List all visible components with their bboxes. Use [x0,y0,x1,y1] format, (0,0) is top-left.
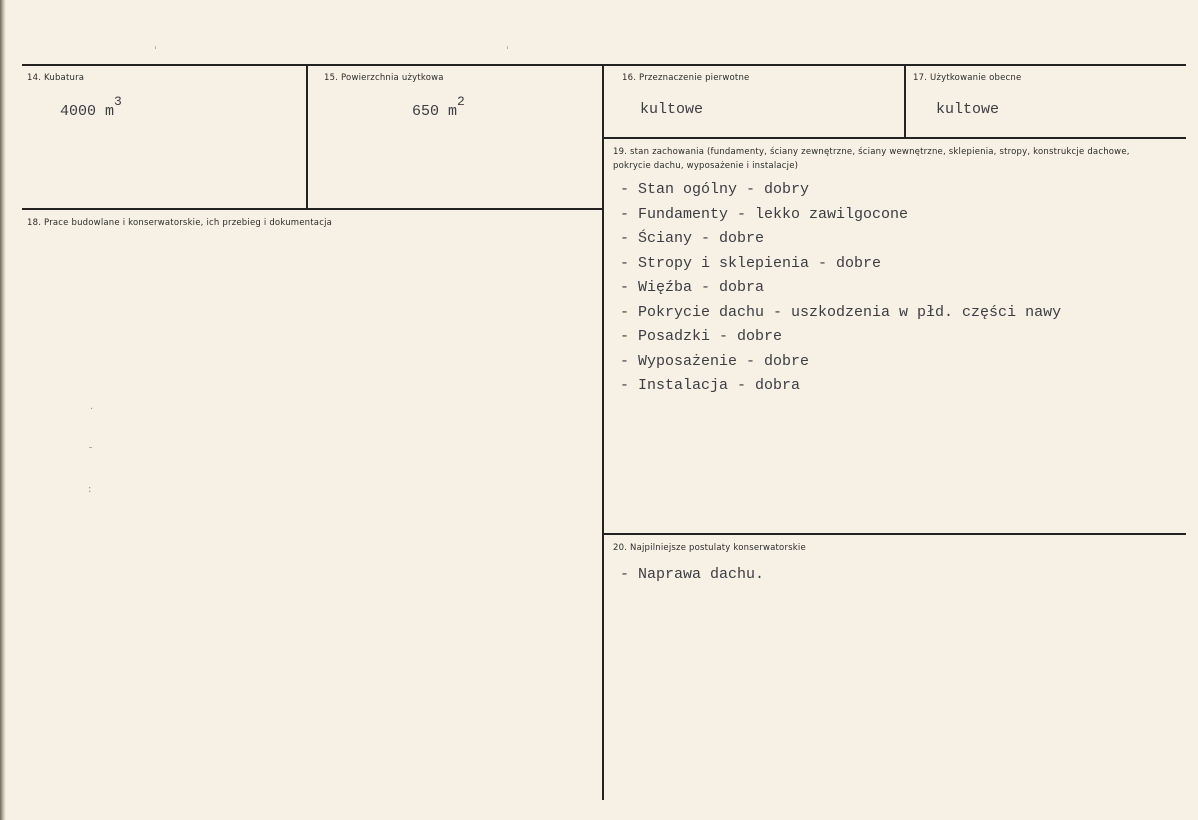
postulaty-label: 20. Najpilniejsze postulaty konserwatorskie [613,543,806,553]
stan-item: - Instalacja - dobra [620,377,801,394]
scan-speck: · [90,404,94,415]
stan-item: - Wyposażenie - dobre [620,352,810,370]
scan-speck: ˈ [154,46,157,57]
stan-label: 19. stan zachowania (fundamenty, ściany zewnętrzne, ściany wewnętrzne, sklepienia, stropy, konstrukcje dachowe, pokrycie dachu, wyposażenie i instalacje) [613,147,1130,171]
przeznaczenie-value: kultowe [640,101,704,118]
center-divider [602,66,604,800]
postulaty-item: - Naprawa dachu. [620,566,765,583]
right-row-rule-1 [604,137,1186,139]
stan-item: - Posadzki - dobre [620,328,783,345]
powierzchnia-value [412,94,465,120]
prace-label: 18. Prace budowlane i konserwatorskie, ich przebieg i dokumentacja [27,218,333,228]
powierzchnia-exponent: 2 [457,94,465,109]
scan-speck: ˷ [88,438,93,449]
stan-item: - Ściany - dobre [620,230,765,247]
stan-item: - Fundamenty - lekko zawilgocone [620,205,909,223]
scan-speck: : [88,484,92,495]
powierzchnia-label: 15. Powierzchnia użytkowa [324,73,444,83]
stan-item: - Więźba - dobra [620,279,765,296]
left-row-rule [22,208,604,210]
scan-speck: ˈ [506,46,509,57]
stan-item: - Pokrycie dachu - uszkodzenia w płd. części nawy [620,303,1062,321]
przeznaczenie-label: 16. Przeznaczenie pierwotne [622,73,750,83]
kubatura-exponent: 3 [114,94,122,109]
stan-item: - Stan ogólny - dobry [620,181,810,198]
stan-list [620,178,1061,399]
right-row-rule-2 [604,533,1186,535]
postulaty-list [620,563,764,588]
kubatura-value [60,94,122,120]
powierzchnia-number: 650 m [412,103,458,120]
top-rule [22,64,1186,66]
kubatura-number: 4000 m [60,103,115,120]
stan-item: - Stropy i sklepienia - dobre [620,254,882,272]
divider-14-15 [306,66,308,210]
uzytkowanie-value: kultowe [936,101,1000,118]
kubatura-label: 14. Kubatura [27,73,85,83]
scan-edge-shadow [0,0,6,820]
uzytkowanie-label: 17. Użytkowanie obecne [913,73,1022,83]
divider-16-17 [904,66,906,138]
